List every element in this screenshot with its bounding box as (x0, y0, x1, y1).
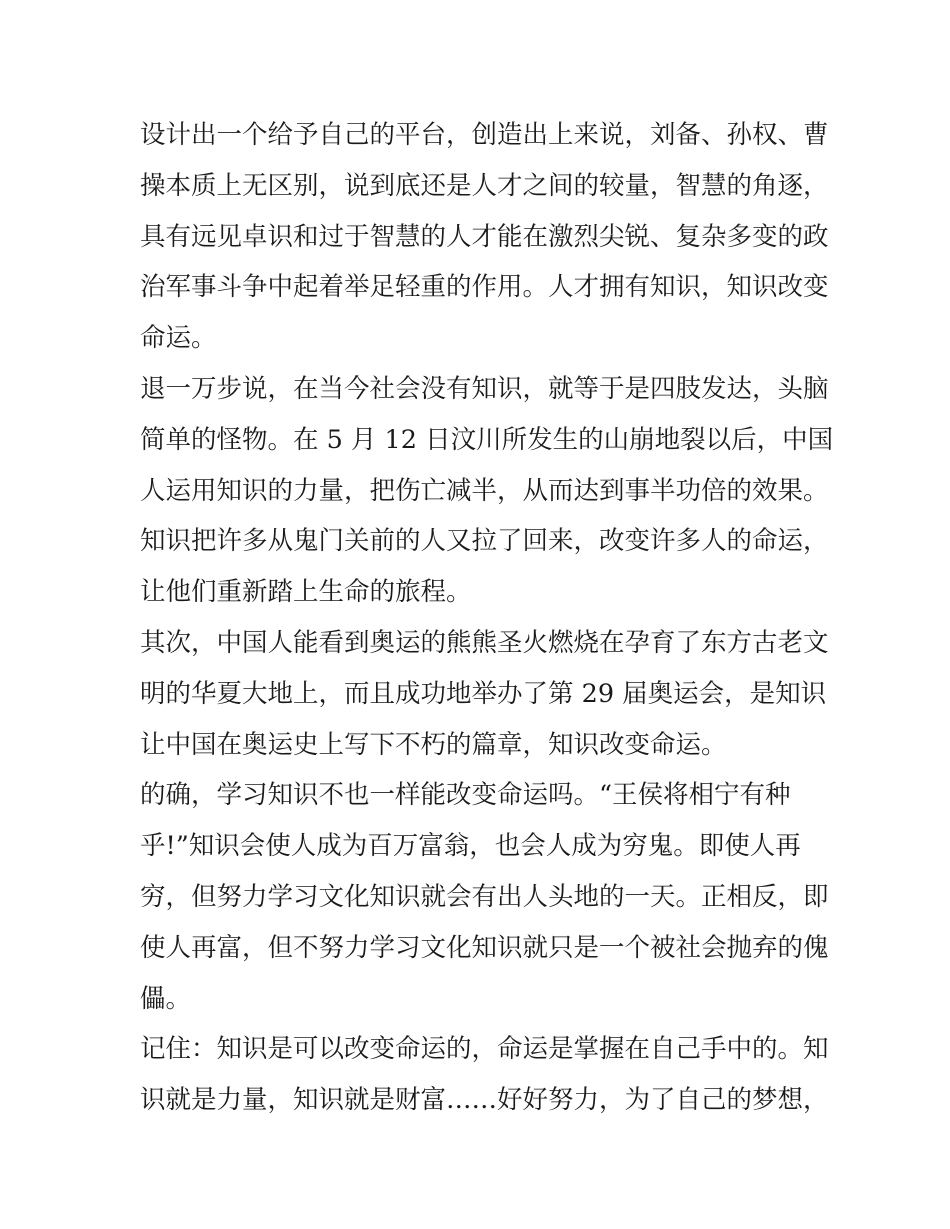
text-line: 识就是力量，知识就是财富……好好努力，为了自己的梦想， (140, 1085, 829, 1116)
text-line: 其次，中国人能看到奥运的熊熊圣火燃烧在孕育了东方古老文 (140, 627, 829, 658)
text-line: 退一万步说，在当今社会没有知识，就等于是四肢发达，头脑 (140, 373, 829, 404)
text-line: 设计出一个给予自己的平台，创造出上来说，刘备、孙权、曹 (140, 120, 829, 150)
paragraph-4 (140, 770, 830, 1024)
text-line: 命运。 (140, 323, 217, 354)
text-line: 操本质上无区别，说到底还是人才之间的较量，智慧的角逐， (140, 170, 829, 201)
text-line: 儡。 (140, 983, 192, 1014)
text-line: 的确，学习知识不也一样能改变命运吗。“王侯将相宁有种 (140, 780, 791, 811)
text-line: 记住：知识是可以改变命运的，命运是掌握在自己手中的。知 (140, 1034, 829, 1065)
document-body (140, 110, 834, 1126)
text-line: 乎!”知识会使人成为百万富翁，也会人成为穷鬼。即使人再 (140, 831, 801, 862)
text-line: 使人再富，但不努力学习文化知识就只是一个被社会抛弃的傀 (140, 932, 829, 963)
text-line: 让中国在奥运史上写下不朽的篇章，知识改变命运。 (140, 729, 727, 760)
text-line: 简单的怪物。在 5 月 12 日汶川所发生的山崩地裂以后，中国 (140, 424, 834, 455)
paragraph-1 (140, 110, 830, 364)
paragraph-5 (140, 1024, 830, 1126)
text-line: 明的华夏大地上，而且成功地举办了第 29 届奥运会，是知识 (140, 678, 827, 709)
text-line: 治军事斗争中起着举足轻重的作用。人才拥有知识，知识改变 (140, 272, 829, 303)
paragraph-2 (140, 364, 834, 618)
text-line: 知识把许多从鬼门关前的人又拉了回来，改变许多人的命运， (140, 526, 829, 557)
text-line: 具有远见卓识和过于智慧的人才能在激烈尖锐、复杂多变的政 (140, 221, 829, 252)
text-line: 让他们重新踏上生命的旅程。 (140, 577, 472, 608)
text-line: 穷，但努力学习文化知识就会有出人头地的一天。正相反，即 (140, 881, 829, 912)
paragraph-3 (140, 618, 830, 770)
text-line: 人运用知识的力量，把伤亡减半，从而达到事半功倍的效果。 (140, 475, 829, 506)
